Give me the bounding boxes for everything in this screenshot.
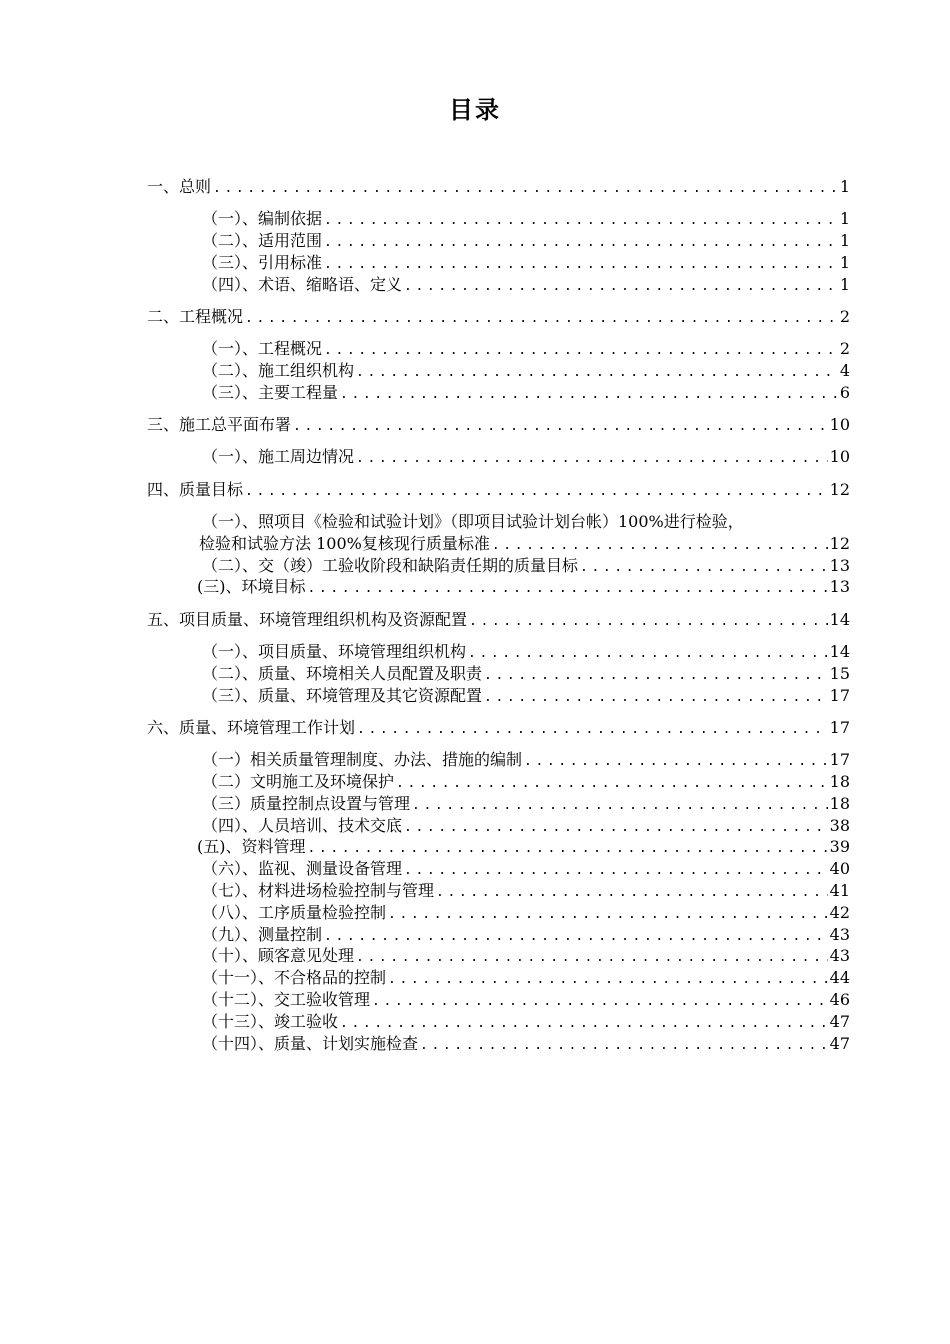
toc-section-entry[interactable] — [147, 641, 850, 663]
toc-chapter-entry[interactable] — [147, 479, 850, 501]
toc-dot-leader — [293, 416, 828, 438]
toc-dot-leader — [436, 882, 828, 904]
toc-page-number: 14 — [829, 609, 850, 629]
toc-page-number: 2 — [839, 306, 850, 326]
toc-entry-label: (五)、资料管理 — [197, 837, 306, 857]
toc-chapter-entry[interactable] — [147, 414, 850, 436]
toc-section-entry[interactable] — [147, 945, 850, 967]
toc-entry-label: （六）、监视、测量设备管理 — [202, 859, 403, 879]
toc-page-number: 14 — [829, 642, 850, 662]
toc-entry-label: 二、工程概况 — [147, 306, 244, 326]
toc-page-number: 13 — [829, 555, 850, 575]
toc-page-number: 2 — [839, 339, 850, 359]
toc-entry-label: （一）、编制依据 — [202, 209, 323, 229]
toc-dot-leader — [404, 860, 828, 882]
toc-entry-label: （四）、术语、缩略语、定义 — [202, 274, 403, 294]
toc-chapter-entry[interactable] — [147, 609, 850, 631]
toc-section-entry[interactable] — [147, 446, 850, 468]
toc-page-number: 44 — [829, 968, 850, 988]
toc-page-number: 39 — [829, 837, 850, 857]
toc-dot-leader — [396, 773, 828, 795]
toc-page-number: 1 — [839, 274, 850, 294]
toc-dot-leader — [308, 578, 828, 600]
toc-section-entry[interactable] — [147, 533, 850, 555]
toc-dot-leader — [580, 557, 828, 579]
toc-section-entry[interactable] — [147, 208, 850, 230]
toc-section-entry[interactable] — [147, 771, 850, 793]
toc-page-number: 1 — [839, 252, 850, 272]
toc-section-entry[interactable] — [147, 382, 850, 404]
toc-entry-label: （十）、顾客意见处理 — [202, 946, 355, 966]
toc-entry-label: （一）相关质量管理制度、办法、措施的编制 — [202, 750, 523, 770]
toc-dot-leader — [468, 643, 828, 665]
toc-entry-label: 一、总则 — [147, 177, 212, 196]
toc-section-entry[interactable] — [147, 815, 850, 837]
toc-page-number: 46 — [829, 990, 850, 1009]
toc-section-entry[interactable] — [147, 576, 850, 598]
toc-chapter-entry[interactable] — [147, 306, 850, 328]
toc-page-number: 12 — [829, 479, 850, 499]
toc-dot-leader — [324, 926, 828, 948]
toc-dot-leader — [492, 535, 828, 557]
toc-entry-label: （二）、质量、环境相关人员配置及职责 — [202, 663, 483, 683]
toc-dot-leader — [420, 1035, 828, 1057]
toc-dot-leader — [324, 340, 838, 362]
toc-page-number: 47 — [829, 1033, 850, 1053]
toc-section-entry[interactable] — [147, 967, 850, 989]
toc-page-number: 42 — [829, 902, 850, 922]
toc-dot-leader — [340, 384, 838, 406]
toc-page-number: 18 — [829, 793, 850, 813]
toc-dot-leader — [412, 795, 828, 817]
toc-page-number: 10 — [829, 415, 850, 435]
toc-page-number: 17 — [829, 717, 850, 737]
toc-entry-label: （一）、照项目《检验和试验计划》（即项目试验计划台帐）100%进行检验， — [202, 512, 744, 532]
toc-dot-leader — [524, 751, 828, 773]
toc-entry-label: （十一）、不合格品的控制 — [202, 968, 387, 988]
toc-entry-label: （二）、适用范围 — [202, 231, 323, 251]
toc-entry-label: （一）、项目质量、环境管理组织机构 — [202, 642, 467, 662]
toc-page-number: 47 — [829, 1011, 850, 1031]
toc-dot-leader — [245, 308, 838, 330]
toc-page-number: 6 — [839, 382, 850, 402]
toc-chapter-entry[interactable] — [147, 717, 850, 739]
toc-entry-label: （二）、施工组织机构 — [202, 361, 355, 381]
toc-entry-label: （三）、质量、环境管理及其它资源配置 — [202, 685, 483, 705]
toc-dot-leader — [324, 210, 838, 232]
toc-page-number: 12 — [829, 533, 850, 553]
toc-entry-label: （八）、工序质量检验控制 — [202, 902, 387, 922]
toc-section-entry[interactable] — [147, 230, 850, 252]
toc-entry-label: 五、项目质量、环境管理组织机构及资源配置 — [147, 609, 468, 629]
table-of-contents — [147, 176, 850, 1054]
toc-page-number: 40 — [829, 859, 850, 879]
toc-section-entry[interactable] — [147, 902, 850, 924]
toc-chapter-entry[interactable] — [147, 176, 850, 198]
toc-dot-leader — [484, 665, 828, 687]
toc-page-number: 38 — [829, 815, 850, 835]
toc-entry-label: （十二）、交工验收管理 — [202, 990, 371, 1009]
toc-dot-leader — [484, 687, 828, 709]
toc-entry-label: （十四）、质量、计划实施检查 — [202, 1033, 419, 1053]
toc-section-entry[interactable] — [147, 793, 850, 815]
toc-entry-label: （九）、测量控制 — [202, 924, 323, 944]
toc-dot-leader — [356, 947, 828, 969]
toc-entry-label: （十三）、竣工验收 — [202, 1011, 339, 1031]
toc-dot-leader — [356, 362, 838, 384]
toc-section-entry[interactable] — [147, 252, 850, 274]
toc-dot-leader — [356, 448, 828, 470]
toc-title: 目录 — [449, 95, 501, 124]
toc-section-entry[interactable] — [147, 663, 850, 685]
toc-section-entry[interactable] — [147, 836, 850, 858]
toc-page-number: 43 — [829, 946, 850, 966]
toc-dot-leader — [469, 611, 828, 633]
toc-dot-leader — [388, 904, 828, 926]
toc-section-entry[interactable] — [147, 360, 850, 382]
toc-page-number: 18 — [829, 772, 850, 792]
toc-entry-label: （七）、材料进场检验控制与管理 — [202, 881, 435, 901]
toc-dot-leader — [308, 838, 828, 860]
toc-page-number: 15 — [829, 663, 850, 683]
toc-page-number: 17 — [829, 750, 850, 770]
toc-dot-leader — [324, 254, 838, 276]
toc-section-entry[interactable] — [147, 274, 850, 296]
toc-entry-label: （三）、主要工程量 — [202, 382, 339, 402]
toc-dot-leader — [245, 481, 828, 503]
toc-dot-leader — [340, 1013, 828, 1035]
toc-page-number: 1 — [839, 231, 850, 251]
toc-entry-label: （三）、引用标准 — [202, 252, 323, 272]
toc-dot-leader — [388, 969, 828, 991]
toc-entry-label: 六、质量、环境管理工作计划 — [147, 717, 356, 737]
toc-entry-label-continued: 检验和试验方法 100%复核现行质量标准 — [199, 533, 490, 553]
toc-entry-label: 三、施工总平面布署 — [147, 415, 292, 435]
toc-dot-leader — [213, 178, 838, 200]
toc-entry-label: （一）、施工周边情况 — [202, 447, 355, 467]
toc-dot-leader — [404, 276, 838, 298]
toc-entry-label: (三)、环境目标 — [197, 577, 306, 597]
toc-entry-label: （二）文明施工及环境保护 — [202, 772, 395, 792]
toc-section-entry[interactable] — [147, 858, 850, 880]
toc-dot-leader — [372, 991, 828, 1013]
toc-dot-leader — [404, 817, 828, 839]
toc-entry-label: （四）、人员培训、技术交底 — [202, 815, 403, 835]
toc-page-number: 17 — [829, 685, 850, 705]
toc-section-entry[interactable] — [147, 1033, 850, 1055]
toc-page-number: 1 — [839, 209, 850, 229]
toc-page-number: 13 — [829, 577, 850, 597]
toc-page-number: 41 — [829, 881, 850, 901]
toc-section-entry[interactable] — [147, 338, 850, 360]
toc-dot-leader — [324, 232, 838, 254]
toc-section-entry[interactable] — [147, 880, 850, 902]
toc-page-number: 10 — [829, 447, 850, 467]
toc-section-entry[interactable] — [147, 1011, 850, 1033]
toc-section-entry[interactable] — [147, 924, 850, 946]
toc-section-entry[interactable] — [147, 989, 850, 1011]
toc-dot-leader — [357, 719, 828, 741]
toc-section-entry[interactable] — [147, 555, 850, 577]
toc-entry-label: 四、质量目标 — [147, 479, 244, 499]
toc-entry-label: （二）、交（竣）工验收阶段和缺陷责任期的质量目标 — [202, 555, 579, 575]
toc-page-number: 1 — [839, 177, 850, 196]
toc-section-entry[interactable] — [147, 749, 850, 771]
toc-page-number: 43 — [829, 924, 850, 944]
toc-page-number: 4 — [839, 361, 850, 381]
toc-section-entry[interactable] — [147, 685, 850, 707]
toc-entry-label: （一）、工程概况 — [202, 339, 323, 359]
toc-entry-label: （三）质量控制点设置与管理 — [202, 793, 411, 813]
